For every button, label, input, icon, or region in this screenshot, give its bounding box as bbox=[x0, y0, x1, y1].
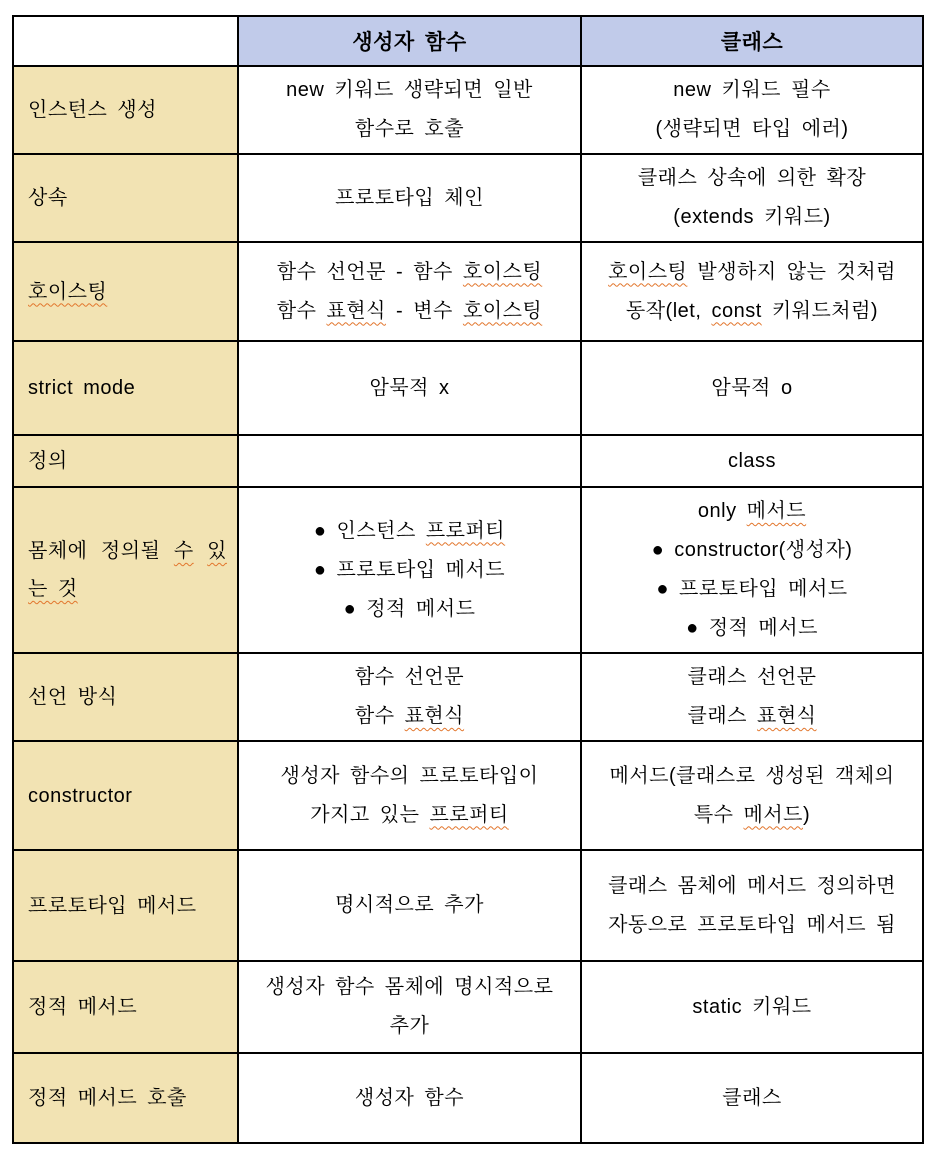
cell-line bbox=[245, 697, 574, 736]
text-segment: ● 프로토타입 메서드 bbox=[656, 578, 848, 600]
text-segment: 클래스 bbox=[687, 705, 758, 727]
row-label bbox=[13, 741, 238, 850]
text-segment: ● constructor(생성자) bbox=[651, 539, 853, 561]
cell-line bbox=[588, 697, 916, 736]
spellcheck-flagged-text: 수 bbox=[173, 540, 194, 562]
text-segment: 정적 메서드 bbox=[28, 996, 138, 1018]
cell-line bbox=[245, 512, 574, 551]
text-segment: 프로토타입 메서드 bbox=[28, 894, 197, 917]
spellcheck-flagged-text: 표현식 bbox=[404, 705, 465, 727]
cell-line bbox=[245, 590, 574, 629]
cell-line bbox=[588, 71, 916, 110]
text-segment: constructor bbox=[28, 784, 133, 807]
cell bbox=[581, 850, 923, 961]
text-segment: ● 정적 메서드 bbox=[686, 617, 818, 639]
row-label bbox=[13, 653, 238, 741]
text-segment: ● 인스턴스 bbox=[313, 519, 426, 542]
cell-line bbox=[588, 570, 916, 609]
row-label bbox=[13, 487, 238, 653]
cell bbox=[581, 1053, 923, 1143]
cell bbox=[238, 154, 581, 242]
cell-line bbox=[588, 988, 916, 1027]
text-segment: 함수 bbox=[354, 705, 405, 727]
text-segment: 생성자 함수의 프로토타입이 bbox=[280, 764, 539, 787]
spellcheck-flagged-text: 프로퍼티 bbox=[425, 519, 506, 542]
text-segment: 정적 메서드 호출 bbox=[28, 1087, 187, 1109]
text-segment: 명시적으로 추가 bbox=[335, 894, 484, 916]
cell-line bbox=[588, 369, 916, 408]
comparison-table bbox=[12, 15, 924, 1144]
cell-line bbox=[245, 71, 574, 110]
text-segment: 발생하지 않는 것처럼 bbox=[687, 260, 896, 283]
text-segment: 클래스 몸체에 메서드 정의하면 bbox=[608, 874, 896, 897]
cell bbox=[238, 1053, 581, 1143]
text-segment: 함수 bbox=[276, 299, 327, 322]
table-row bbox=[13, 1053, 923, 1143]
cell bbox=[581, 487, 923, 653]
cell bbox=[238, 242, 581, 341]
table-row bbox=[13, 850, 923, 961]
row-label bbox=[13, 435, 238, 487]
cell-line bbox=[245, 551, 574, 590]
cell bbox=[238, 961, 581, 1053]
text-segment: 프로토타입 체인 bbox=[335, 186, 484, 209]
header-cell-class: 클래스 bbox=[581, 16, 923, 66]
text-segment: 인스턴스 생성 bbox=[28, 99, 157, 121]
spellcheck-flagged-text: 호이스팅 bbox=[462, 260, 543, 283]
cell bbox=[238, 66, 581, 154]
text-segment: 생성자 함수 bbox=[354, 1086, 465, 1109]
cell-line bbox=[588, 198, 916, 237]
spellcheck-flagged-text: const bbox=[711, 299, 762, 322]
cell-line bbox=[245, 886, 574, 925]
cell bbox=[581, 66, 923, 154]
text-segment: 키워드처럼) bbox=[761, 299, 879, 322]
table-row bbox=[13, 653, 923, 741]
text-segment: 선언 방식 bbox=[28, 686, 118, 708]
table-row bbox=[13, 66, 923, 154]
cell bbox=[238, 435, 581, 487]
text-segment: 특수 bbox=[693, 803, 744, 826]
row-label bbox=[13, 341, 238, 435]
cell-line bbox=[245, 179, 574, 218]
cell bbox=[581, 435, 923, 487]
spellcheck-flagged-text: 표현식 bbox=[326, 299, 386, 322]
cell bbox=[581, 242, 923, 341]
cell-line bbox=[245, 292, 574, 331]
text-segment: static 키워드 bbox=[692, 995, 812, 1018]
cell-line bbox=[588, 531, 916, 570]
text-segment: 함수 선언문 bbox=[354, 666, 465, 688]
cell bbox=[581, 341, 923, 435]
text-segment: new 키워드 생략되면 일반 bbox=[286, 79, 533, 101]
cell bbox=[581, 653, 923, 741]
row-label bbox=[13, 961, 238, 1053]
cell bbox=[238, 741, 581, 850]
text-segment: 클래스 상속에 의한 확장 bbox=[637, 167, 867, 189]
table-row bbox=[13, 961, 923, 1053]
text-segment: 상속 bbox=[28, 187, 68, 209]
table-body bbox=[13, 66, 923, 1143]
spellcheck-flagged-text: 있는 것 bbox=[28, 540, 227, 600]
cell-line bbox=[588, 110, 916, 149]
cell bbox=[238, 487, 581, 653]
cell-line bbox=[588, 658, 916, 697]
text-segment: 클래스 선언문 bbox=[687, 666, 817, 688]
cell bbox=[581, 961, 923, 1053]
cell-line bbox=[588, 159, 916, 198]
row-label bbox=[13, 66, 238, 154]
spellcheck-flagged-text: 메서드 bbox=[746, 500, 807, 522]
text-segment: ● 프로토타입 메서드 bbox=[313, 558, 506, 581]
cell-line bbox=[245, 369, 574, 408]
cell-line bbox=[588, 609, 916, 648]
spellcheck-flagged-text: 호이스팅 bbox=[28, 280, 108, 303]
text-segment: 함수 선언문 - 함수 bbox=[276, 260, 463, 283]
spellcheck-flagged-text: 호이스팅 bbox=[608, 260, 688, 283]
cell-line bbox=[588, 757, 916, 796]
text-segment: 암묵적 o bbox=[711, 376, 793, 399]
cell bbox=[238, 653, 581, 741]
cell bbox=[581, 154, 923, 242]
cell-line bbox=[588, 292, 916, 331]
row-label bbox=[13, 154, 238, 242]
text-segment: ● 정적 메서드 bbox=[343, 597, 476, 620]
header-cell-constructor-function: 생성자 함수 bbox=[238, 16, 581, 66]
spellcheck-flagged-text: 표현식 bbox=[757, 705, 817, 727]
text-segment: 클래스 bbox=[722, 1086, 782, 1109]
text-segment: 정의 bbox=[28, 450, 68, 472]
cell bbox=[238, 341, 581, 435]
row-label bbox=[13, 850, 238, 961]
text-segment: 함수로 호출 bbox=[354, 118, 465, 140]
header-row bbox=[13, 16, 923, 66]
spellcheck-flagged-text: 메서드 bbox=[743, 803, 803, 826]
text-segment: 동작(let, bbox=[625, 299, 712, 322]
table-row bbox=[13, 435, 923, 487]
row-label bbox=[13, 1053, 238, 1143]
table-row bbox=[13, 341, 923, 435]
text-segment: strict mode bbox=[28, 377, 136, 399]
cell-line bbox=[245, 757, 574, 796]
cell-line bbox=[245, 968, 574, 1007]
text-segment: - 변수 bbox=[385, 299, 463, 322]
cell-line bbox=[588, 906, 916, 945]
text-segment: new 키워드 필수 bbox=[673, 79, 831, 101]
table-row bbox=[13, 242, 923, 341]
spellcheck-flagged-text: 프로퍼티 bbox=[429, 803, 509, 826]
text-segment: (생략되면 타입 에러) bbox=[655, 118, 849, 140]
header-corner-cell bbox=[13, 16, 238, 66]
spellcheck-flagged-text: 호이스팅 bbox=[462, 299, 543, 322]
table-row bbox=[13, 154, 923, 242]
cell-line bbox=[245, 1007, 574, 1046]
cell-line bbox=[588, 1079, 916, 1118]
cell-line bbox=[245, 1079, 574, 1118]
cell-line bbox=[588, 492, 916, 531]
cell-line bbox=[588, 253, 916, 292]
cell-line bbox=[245, 796, 574, 835]
table-row bbox=[13, 741, 923, 850]
text-segment: 암묵적 x bbox=[369, 376, 450, 399]
text-segment: 생성자 함수 몸체에 명시적으로 bbox=[265, 976, 554, 998]
cell-line bbox=[588, 442, 916, 481]
cell bbox=[581, 741, 923, 850]
text-segment: 몸체에 정의될 bbox=[28, 540, 174, 562]
cell-line bbox=[245, 253, 574, 292]
text-segment: 자동으로 프로토타입 메서드 됨 bbox=[608, 913, 896, 936]
text-segment: only bbox=[697, 500, 747, 522]
text-segment: (extends 키워드) bbox=[673, 206, 831, 228]
cell-line bbox=[245, 110, 574, 149]
text-segment bbox=[194, 540, 207, 562]
cell-line bbox=[588, 867, 916, 906]
text-segment: 가지고 있는 bbox=[310, 803, 430, 826]
cell-line bbox=[245, 658, 574, 697]
cell bbox=[238, 850, 581, 961]
text-segment: 추가 bbox=[389, 1015, 430, 1037]
cell-line bbox=[588, 796, 916, 835]
text-segment: ) bbox=[803, 803, 811, 826]
table-row bbox=[13, 487, 923, 653]
row-label bbox=[13, 242, 238, 341]
text-segment: 메서드(클래스로 생성된 객체의 bbox=[609, 764, 895, 787]
text-segment: class bbox=[727, 449, 777, 472]
